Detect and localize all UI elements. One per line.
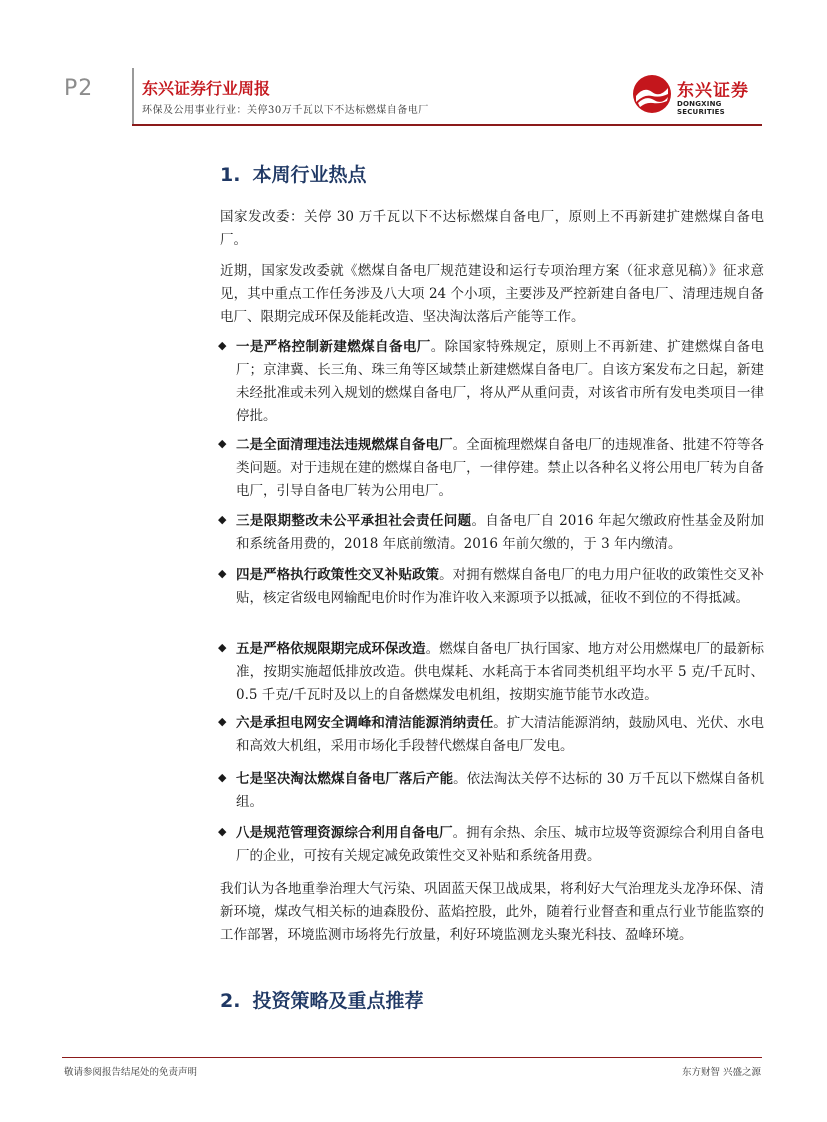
- bullet-body: 。依法淘汰关停不达标的 30 万千瓦以下燃煤自备机组。: [236, 771, 764, 810]
- section-heading-2: [220, 986, 423, 1013]
- bullet-body: 。扩大清洁能源消纳，鼓励风电、光伏、水电和高效大机组，采用市场化手段替代燃煤自备电厂发电。: [236, 715, 764, 754]
- diamond-bullet-icon: ◆: [218, 825, 227, 838]
- bullet-body: 。全面梳理燃煤自备电厂的违规准备、批建不符等各类问题。对于违规在建的燃煤自备电厂，一律停建。禁止以各种名义将公用电厂转为自备电厂，引导自备电厂转为公用电厂。: [236, 437, 765, 499]
- list-item: [218, 564, 764, 610]
- page-number: P2: [64, 76, 94, 101]
- diamond-bullet-icon: ◆: [218, 641, 227, 654]
- bullet-heading: 八是规范管理资源综合利用自备电厂: [236, 825, 453, 841]
- section-title: 本周行业热点: [252, 164, 367, 186]
- disclaimer-note: 敬请参阅报告结尾处的免责声明: [64, 1067, 198, 1078]
- diamond-bullet-icon: ◆: [218, 567, 227, 580]
- section-number: 1.: [220, 164, 241, 186]
- footer-rule: [62, 1057, 762, 1058]
- bullet-heading: 三是限期整改未公平承担社会责任问题: [236, 513, 472, 529]
- diamond-bullet-icon: ◆: [218, 339, 227, 352]
- list-item: [218, 822, 764, 868]
- list-item: [218, 510, 764, 556]
- bullet-body: 。对拥有燃煤自备电厂的电力用户征收的政策性交叉补贴，核定省级电网输配电价时作为准许收入来源项予以抵减，征收不到位的不得抵减。: [236, 567, 765, 606]
- footer-slogan: 东方财智 兴盛之源: [681, 1067, 761, 1078]
- list-item: [218, 712, 764, 758]
- intro-paragraph: 国家发改委：关停 30 万千瓦以下不达标燃煤自备电厂，原则上不再新建扩建燃煤自备电厂。: [220, 209, 764, 248]
- header-divider: [132, 68, 134, 124]
- section-heading-1: [220, 160, 366, 187]
- bullet-heading: 六是承担电网安全调峰和清洁能源消纳责任: [236, 715, 494, 731]
- company-logo: [630, 72, 762, 116]
- report-title: 东兴证券行业周报: [142, 79, 271, 98]
- bullet-body: 。自备电厂自 2016 年起欠缴政府性基金及附加和系统备用费的，2018 年底前缴清。2016 年前欠缴的，于 3 年内缴清。: [236, 513, 764, 552]
- diamond-bullet-icon: ◆: [218, 771, 227, 784]
- bullet-body: 。拥有余热、余压、城市垃圾等资源综合利用自备电厂的企业，可按有关规定减免政策性交叉补贴和系统备用费。: [236, 825, 765, 864]
- bullet-body: 。除国家特殊规定，原则上不再新建、扩建燃煤自备电厂；京津冀、长三角、珠三角等区域禁止新建燃煤自备电厂。自该方案发布之日起，新建未经批准或未列入规划的燃煤自备电厂，将从严从重问责，对该省市所有发电类项目一律停批。: [236, 339, 765, 424]
- list-item: [218, 434, 764, 503]
- section-number: 2.: [220, 990, 241, 1012]
- list-item: [218, 768, 764, 814]
- bullet-heading: 一是严格控制新建燃煤自备电厂: [236, 339, 431, 355]
- bullet-heading: 四是严格执行政策性交叉补贴政策: [236, 567, 440, 583]
- list-item: [218, 638, 764, 707]
- bullet-heading: 二是全面清理违法违规燃煤自备电厂: [236, 437, 453, 453]
- bullet-heading: 七是坚决淘汰燃煤自备电厂落后产能: [236, 771, 454, 787]
- body-paragraph: 近期，国家发改委就《燃煤自备电厂规范建设和运行专项治理方案（征求意见稿）》征求意见，其中重点工作任务涉及八大项 24 个小项，主要涉及严控新建自备电厂、清理违规自备电厂、限期完成环保及能耗改造、坚决淘汰落后产能等工作。: [220, 263, 764, 325]
- bullet-body: 。燃煤自备电厂执行国家、地方对公用燃煤电厂的最新标准，按期实施超低排放改造。供电煤耗、水耗高于本省同类机组平均水平 5 克/千瓦时、0.5 千克/千瓦时及以上的自备燃煤发电机组，按期实施节能节水改造。: [236, 641, 765, 703]
- bullet-heading: 五是严格依规限期完成环保改造: [236, 641, 426, 657]
- section-title: 投资策略及重点推荐: [252, 990, 424, 1012]
- diamond-bullet-icon: ◆: [218, 513, 227, 526]
- header-rule: [132, 124, 762, 126]
- logo-emblem-icon: [630, 72, 674, 116]
- logo-text-en: DONGXING SECURITIES: [677, 100, 725, 116]
- logo-text-cn: 东兴证券: [677, 81, 749, 101]
- list-item: [218, 336, 764, 428]
- diamond-bullet-icon: ◆: [218, 715, 227, 728]
- report-subtitle: 环保及公用事业行业：关停30万千瓦以下不达标燃煤自备电厂: [142, 105, 429, 116]
- conclusion-paragraph: 我们认为各地重拳治理大气污染、巩固蓝天保卫战成果，将利好大气治理龙头龙净环保、清新环境，煤改气相关标的迪森股份、蓝焰控股，此外，随着行业督查和重点行业节能监察的工作部署，环境监测市场将先行放量，利好环境监测龙头聚光科技、盈峰环境。: [220, 881, 764, 943]
- diamond-bullet-icon: ◆: [218, 437, 227, 450]
